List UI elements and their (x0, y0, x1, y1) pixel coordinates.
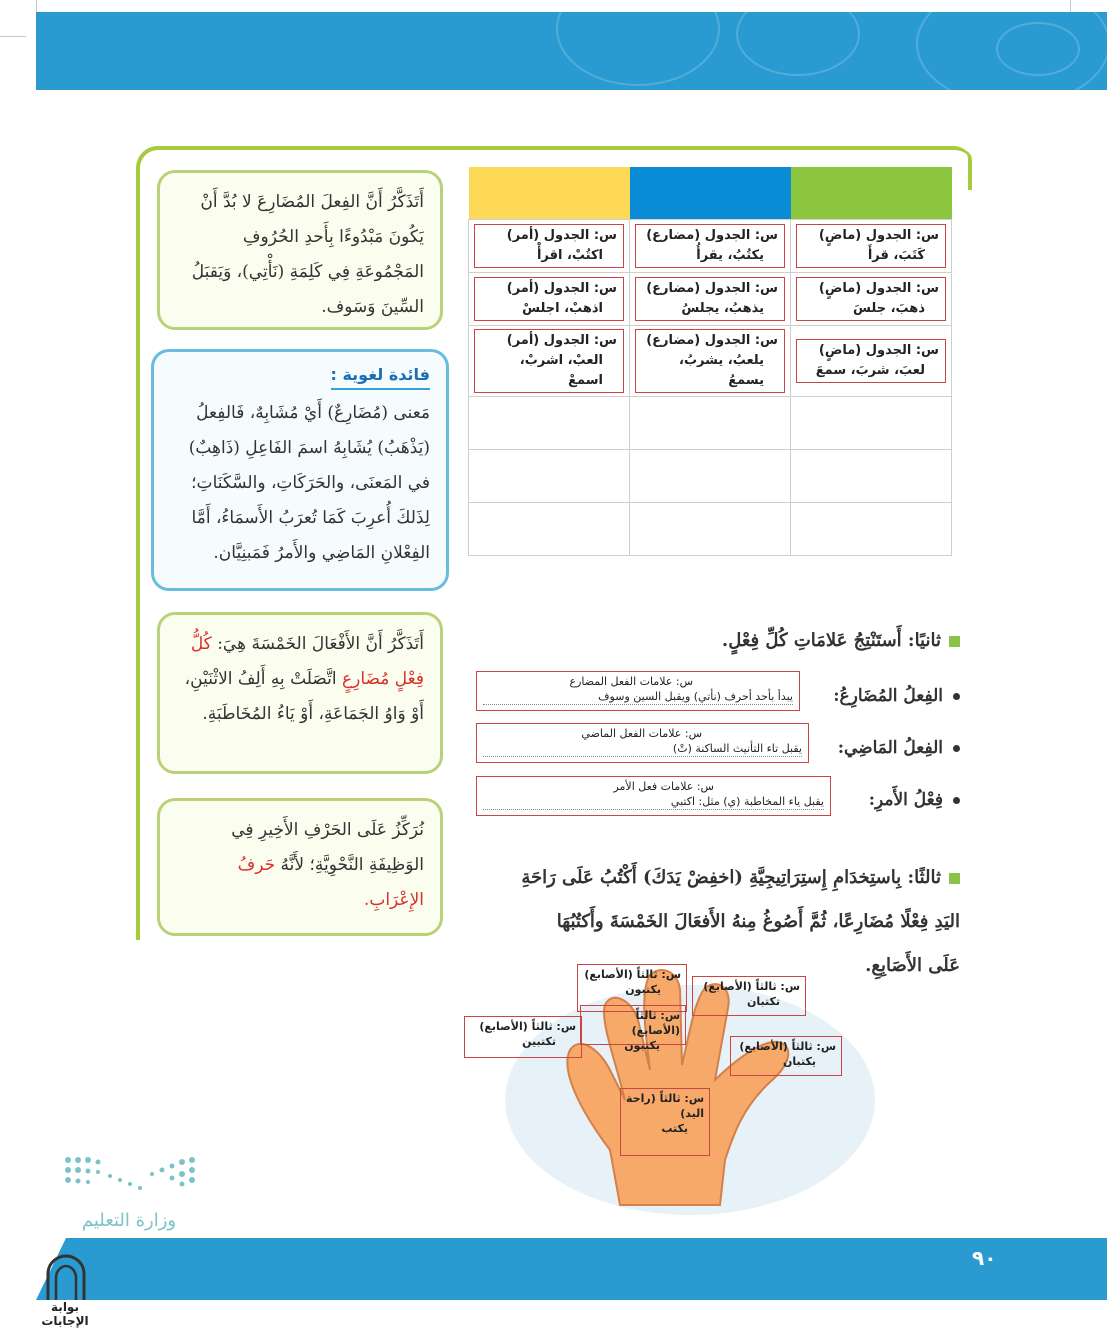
tip-text: مَعنى (مُضَارِعٌ) أَيْ مُشَابِهٌ، فَالفِعلُ (يَذْهَبُ) يُشَابِهُ اسمَ الفَاعِلِ (ذَاهِبٌ) في المَعنَى، والحَرَكَاتِ، والسَّكَنَاتِ؛ لِذَلكَ أُعرِبَ كَمَا تُعرَبُ الأَسمَاءُ، أَمَّا الفِعْلانِ المَاضِي والأَمرُ فَمَبنِيَّان. (188, 403, 430, 563)
label-past: الفِعلُ المَاضِي: (800, 738, 960, 758)
verbs-table (468, 167, 952, 556)
finger-label-2: س: ثالثاً (الأصابع) تكتبان (692, 976, 806, 1016)
reminder-box-five-verbs (157, 612, 443, 774)
finger-label-5: س: ثالثاً (الأصابع) يكتبان (730, 1036, 842, 1076)
answer-box-past: س: الجدول (ماضٍ) ذهبَ، جلسَ (796, 277, 946, 321)
header-yellow (469, 167, 630, 220)
table-row-empty (469, 503, 952, 556)
bullet-icon (953, 797, 960, 804)
bullet-icon (953, 745, 960, 752)
green-square-icon (949, 636, 960, 647)
ministry-arabic-name: وزارة التعليم (81, 1210, 177, 1231)
answer-box-imperative: س: الجدول (أمر) اكتُبْ، اقرأْ (474, 224, 624, 268)
answer-box-present: س: الجدول (مضارع) يلعبُ، يشربُ، يسمعُ (635, 329, 785, 393)
answer-box-present: س: الجدول (مضارع) يكتُبُ، يقرأُ (635, 224, 785, 268)
mosque-gate-icon (44, 1254, 88, 1302)
five-verbs-highlight: كُلُّ فِعْلٍ مُضَارِعٍ (190, 634, 424, 689)
crop-mark (0, 36, 26, 37)
reminder-text: أَتَذَكَّرُ أَنَّ الفِعلَ المُضَارِعَ لا بُدَّ أَنْ يَكُونَ مَبْدُوءًا بِأَحدِ الحُرُوفِ المَجْمُوعَةِ فِي كَلِمَةِ (نَأْتِي)، وَيَقبَلُ السِّينَ وَسَوف. (191, 192, 424, 317)
table-row (469, 220, 952, 273)
page-number: ٩٠ (972, 1246, 997, 1270)
answer-box-past: س: الجدول (ماضٍ) لعبَ، شربَ، سمعَ (796, 339, 946, 383)
focus-box-last-letter (157, 798, 443, 936)
answer-present-signs: س: علامات الفعل المضارع يبدأ بأحد أحرف (نأتي) ويقبل السين وسوف (476, 671, 800, 711)
focus-highlight: حَرفُ الإِعْرَابِ. (237, 855, 424, 910)
table-row (469, 273, 952, 326)
section-three-text: ثالثًا: بِاستِخدَامِ إِستِرَاتِيجِيَّةِ (اخفِضْ يَدَكَ) أَكْتُبُ عَلَى رَاحَةِ اليَدِ فِعْلًا مُضَارِعًا، ثُمَّ أَصُوغُ مِنهُ الأَفعَالَ الخَمْسَةَ وأَكتُبُهَا عَلَى الأَصَابِعِ. (521, 867, 960, 976)
finger-label-3: س: ثالثاً (الأصابع) يكتبون (580, 1005, 686, 1045)
label-imperative: فِعْلُ الأَمرِ: (820, 790, 960, 810)
ministry-logo-icon (62, 1154, 198, 1198)
five-verbs-text-1: أَتَذَكَّرُ أَنَّ الأَفْعَالَ الخَمْسَةَ هِيَ: (217, 634, 424, 654)
answer-box-past: س: الجدول (ماضٍ) كَتَبَ، قرأَ (796, 224, 946, 268)
focus-text: نُرَكِّزُ عَلَى الحَرْفِ الأَخِيرِ فِي الوَظِيفَةِ النَّحْوِيَّةِ؛ لأَنَّهُ (231, 820, 424, 875)
answer-imperative-signs: س: علامات فعل الأمر يقبل ياء المخاطبة (ي) مثل: اكتبي (476, 776, 831, 816)
table-row-empty (469, 450, 952, 503)
label-present: الفِعلُ المُضَارِعُ: (800, 686, 960, 706)
content-frame-corner (962, 150, 972, 190)
reminder-box-present-tense (157, 170, 443, 330)
five-verbs-text-2: اتَّصَلَتْ بِهِ أَلِفُ الاثْنَيْنِ، أَوْ وَاوُ الجَمَاعَةِ، أَوْ يَاءُ المُخَاطَبَةِ. (184, 669, 424, 724)
watermark-text: بوابة الإجابات (41, 1300, 89, 1328)
header-green (791, 167, 952, 220)
tip-title: فائدة لغوية : (331, 362, 431, 390)
green-square-icon (949, 873, 960, 884)
table-row (469, 326, 952, 397)
finger-label-1: س: ثالثاً (الأصابع) يكتبون (577, 964, 687, 1012)
header-blue (630, 167, 791, 220)
top-banner (36, 12, 1107, 90)
linguistic-tip-box (151, 349, 449, 591)
answer-box-present: س: الجدول (مضارع) يذهبُ، يجلسُ (635, 277, 785, 321)
answer-past-signs: س: علامات الفعل الماضي يقبل تاء التأنيث الساكنة (تْ) (476, 723, 809, 763)
answer-box-imperative: س: الجدول (أمر) العبْ، اشربْ، اسمعْ (474, 329, 624, 393)
bottom-banner (36, 1238, 1107, 1300)
palm-label: س: ثالثاً (راحة اليد) يكتب (620, 1088, 710, 1156)
finger-label-4: س: ثالثاً (الأصابع) تكتبين (464, 1016, 582, 1058)
bullet-icon (953, 693, 960, 700)
answer-box-imperative: س: الجدول (أمر) اذهبْ، اجلسْ (474, 277, 624, 321)
table-row-empty (469, 397, 952, 450)
section-two-heading: ثانيًا: أَستَنْتِجُ عَلامَاتِ كُلِّ فِعْلٍ. (600, 630, 960, 651)
